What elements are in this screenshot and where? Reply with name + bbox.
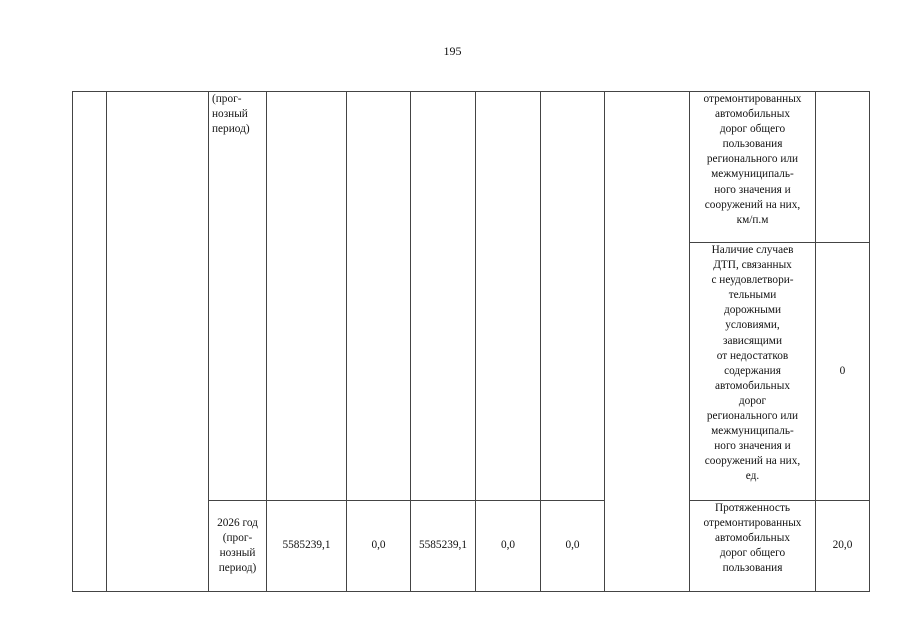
federal-cell — [347, 92, 411, 501]
period-label: (прог- нозный период) — [212, 93, 250, 136]
indicator-name: отремонтированных автомобильных дорог общего пользования регионального или межмуниципаль- ного значения и сооружений на них, км/п.м — [703, 93, 802, 226]
federal-cell — [347, 501, 411, 592]
regional-cell — [411, 92, 476, 501]
federal-value: 0,0 — [371, 539, 386, 552]
indicator-value: 0 — [839, 364, 846, 377]
indicator-name: Протяженность отремонтированных автомобильных дорог общего пользования — [703, 502, 802, 575]
local-cell — [476, 92, 541, 501]
table-row — [73, 92, 870, 243]
total-cell — [267, 92, 347, 501]
indicator-value-cell — [816, 501, 870, 592]
local-value: 0,0 — [500, 539, 516, 552]
regional-value: 5585239,1 — [418, 539, 467, 552]
executor-cell — [605, 92, 690, 592]
other-value: 0,0 — [565, 539, 580, 552]
indicator-value: 20,0 — [832, 539, 853, 552]
program-name-cell — [107, 92, 209, 592]
indicator-name-cell — [690, 501, 816, 592]
local-cell — [476, 501, 541, 592]
total-value: 5585239,1 — [282, 539, 331, 552]
period-cell — [209, 92, 267, 501]
period-cell — [209, 501, 267, 592]
indicator-value-cell — [816, 92, 870, 243]
indicator-name-cell — [690, 92, 816, 243]
budget-table — [72, 91, 870, 592]
indicator-name: Наличие случаев ДТП, связанных с неудовлетвори- тельными дорожными условиями, зависящими от недостатков содержания автомобильных дорог регионального или межмуниципаль- ного значения и сооружений на них, ед. — [704, 244, 801, 483]
indicator-name-cell — [690, 243, 816, 501]
total-cell — [267, 501, 347, 592]
other-cell — [541, 501, 605, 592]
period-label: 2026 год (прог- нозный период) — [217, 516, 258, 575]
page-number: 195 — [443, 44, 462, 58]
other-cell — [541, 92, 605, 501]
indicator-value-cell — [816, 243, 870, 501]
regional-cell — [411, 501, 476, 592]
number-cell — [73, 92, 107, 592]
